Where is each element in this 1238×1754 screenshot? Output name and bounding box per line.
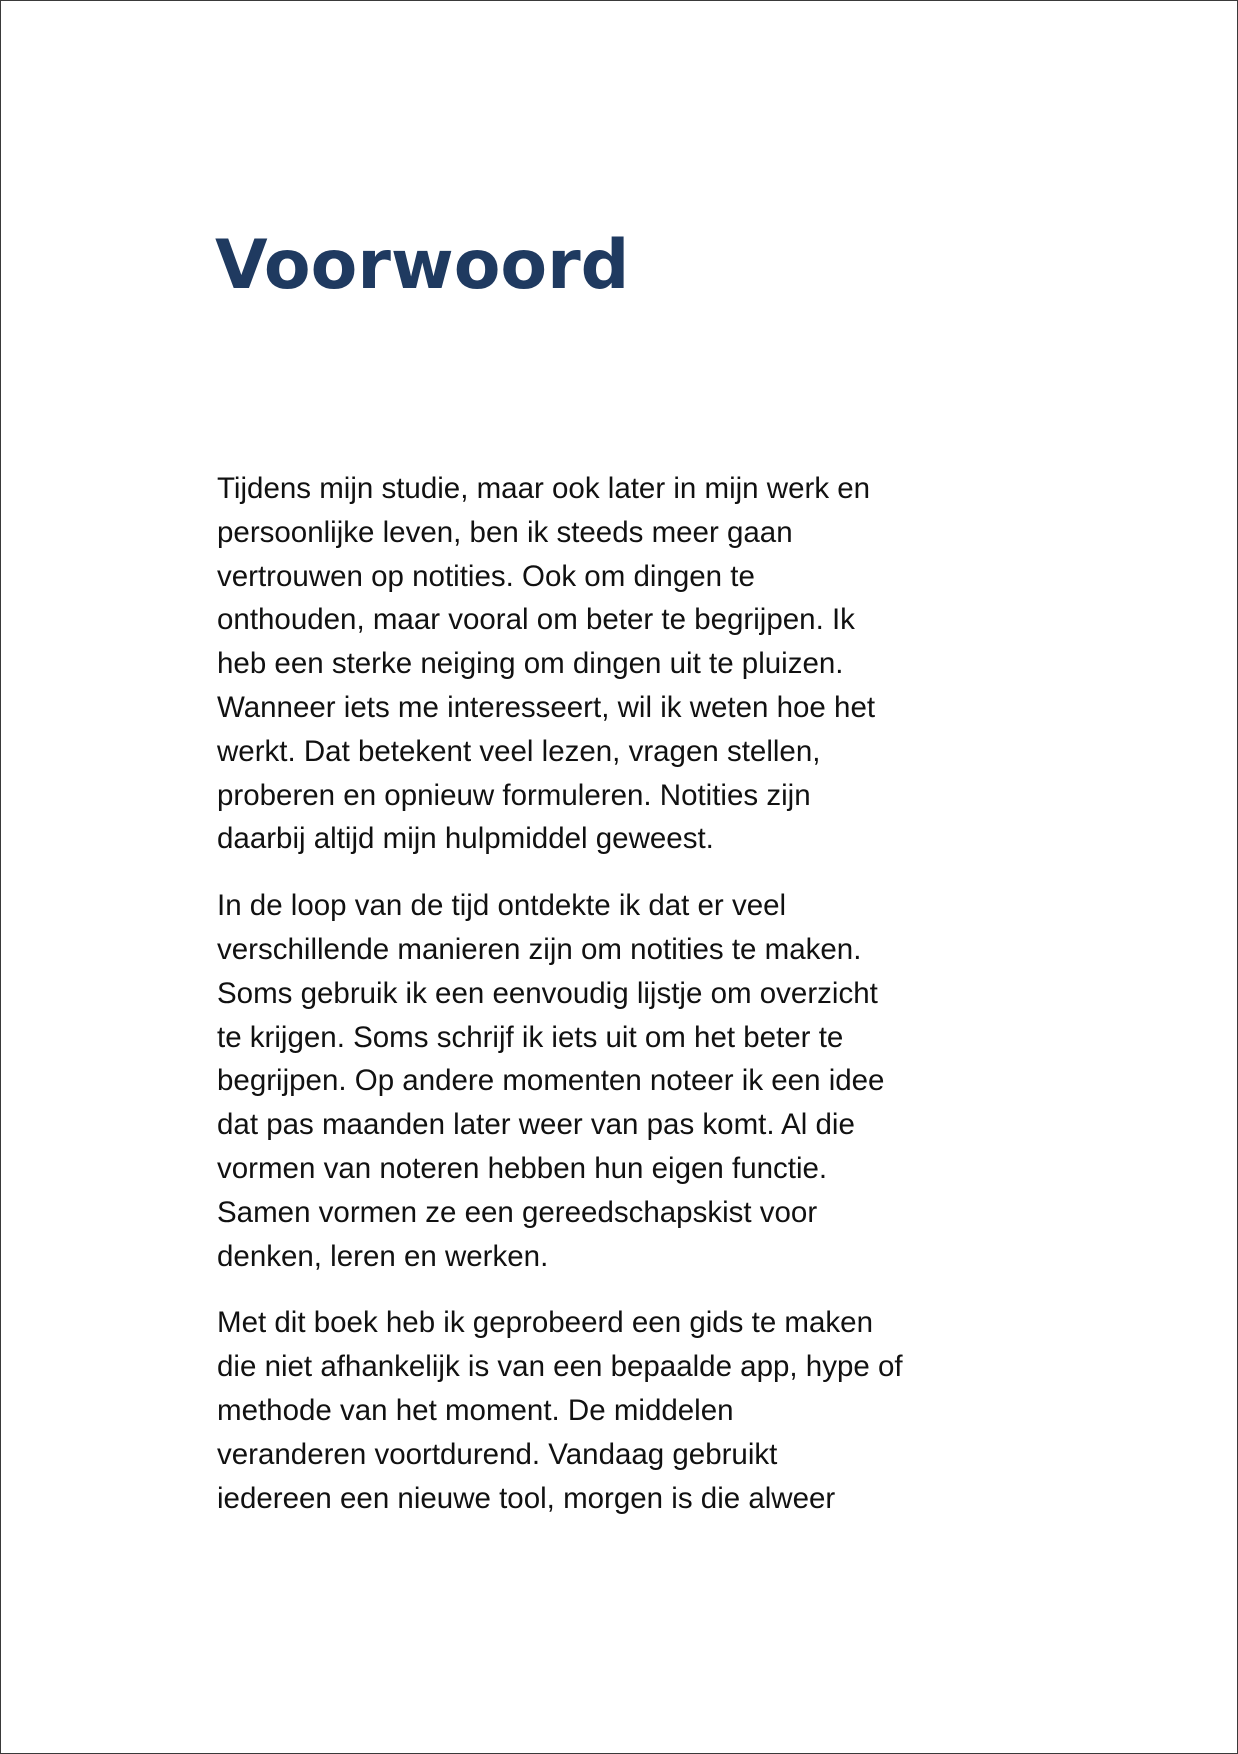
paragraph-3: Met dit boek heb ik geprobeerd een gids te maken die niet afhankelijk is van een bepaalde app, hype of methode van het moment. De middelen veranderen voortdurend. Vandaag gebruikt iedereen een nieuwe tool, morgen is die alweer bbox=[217, 1306, 903, 1515]
paragraph-2: In de loop van de tijd ontdekte ik dat er veel verschillende manieren zijn om notities te maken. Soms gebruik ik een eenvoudig lijstje om overzicht te krijgen. Soms schrijf ik iets uit om het beter te begrijpen. Op andere momenten noteer ik een idee dat pas maanden later weer van pas komt. Al die vormen van noteren hebben hun eigen functie. Samen vormen ze een gereedschapskist voor denken, leren en werken. bbox=[217, 889, 885, 1273]
page-title: Voorwoord bbox=[215, 226, 630, 305]
paragraph-1: Tijdens mijn studie, maar ook later in mijn werk en persoonlijke leven, ben ik steeds meer gaan vertrouwen op notities. Ook om dingen te onthouden, maar vooral om beter te begrijpen. Ik heb een sterke neiging om dingen uit te pluizen. Wanneer iets me interesseert, wil ik weten hoe het werkt. Dat betekent veel lezen, vragen stellen, proberen en opnieuw formuleren. Notities zijn daarbij altijd mijn hulpmiddel geweest. bbox=[217, 472, 876, 856]
body-text bbox=[217, 467, 1037, 1543]
